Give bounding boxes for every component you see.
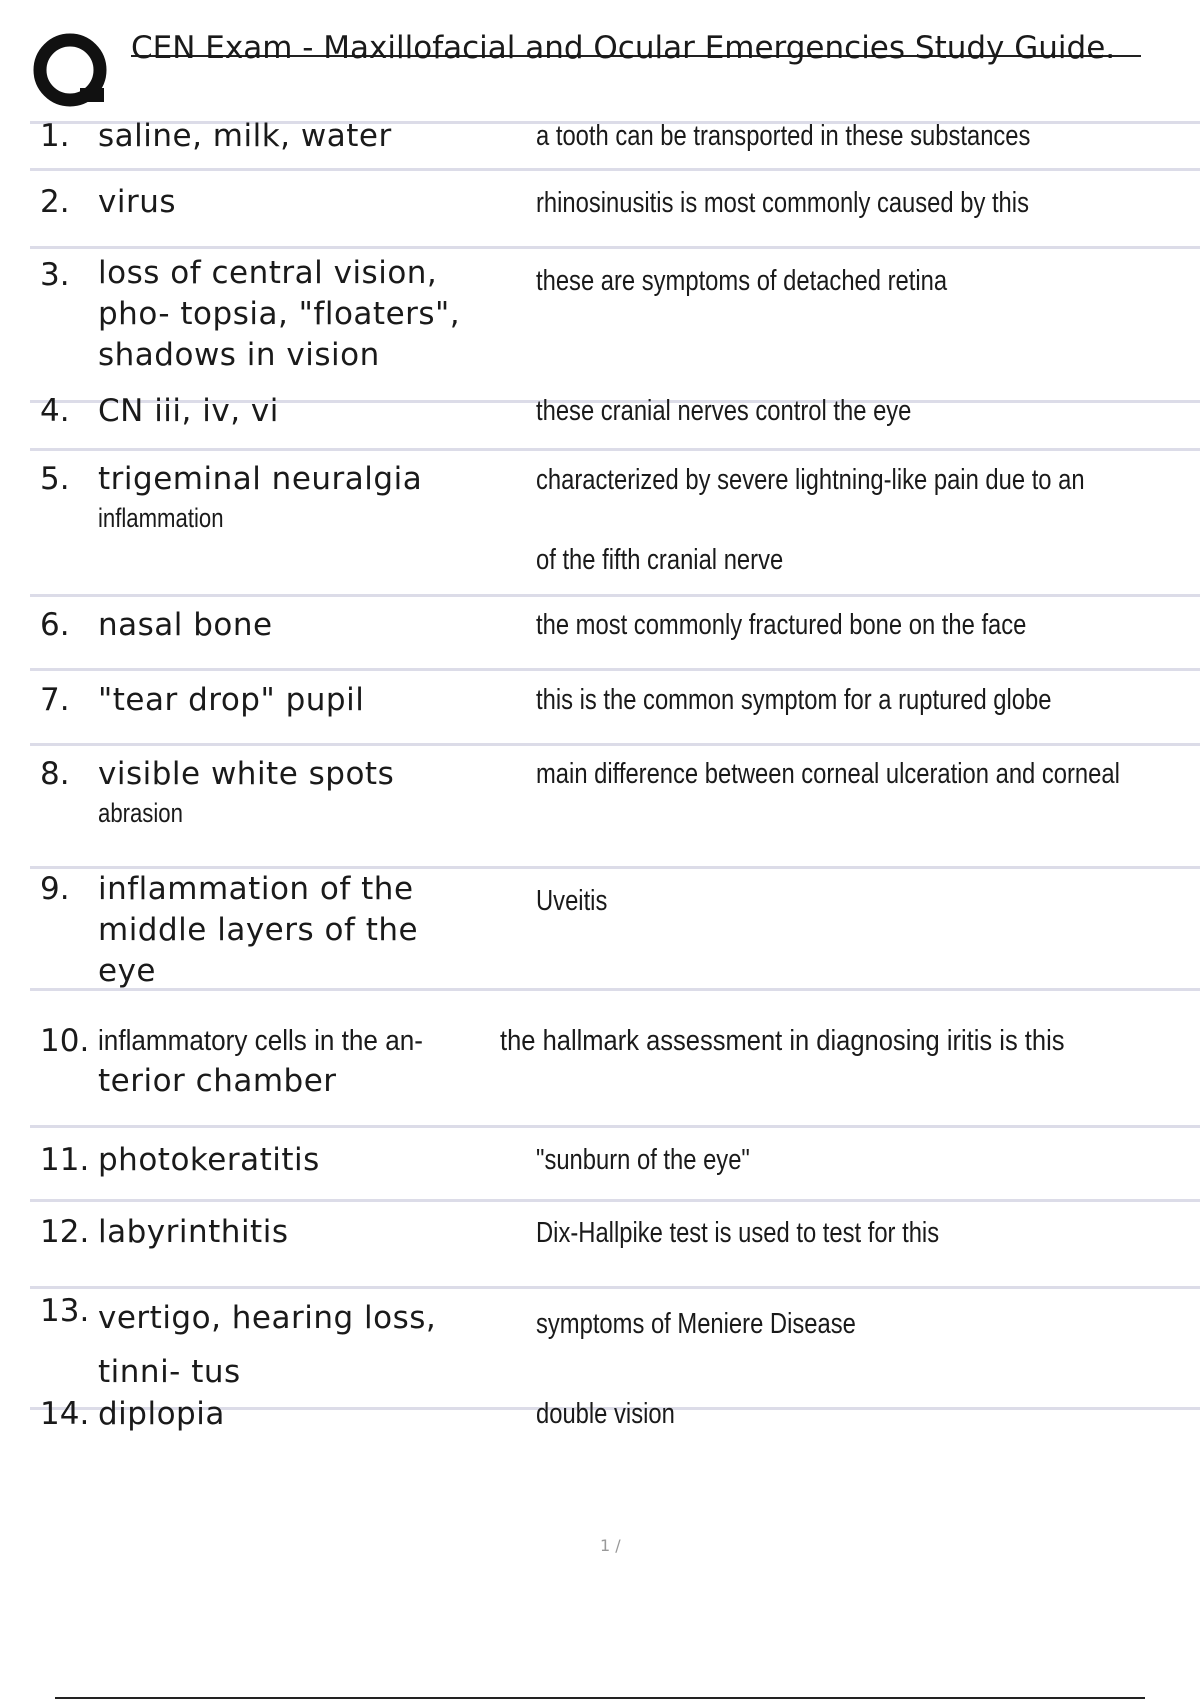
table-row — [30, 1289, 1200, 1410]
row-definition: a tooth can be transported in these substances — [536, 120, 1031, 152]
page-title: CEN Exam - Maxillofacial and Ocular Emergencies Study Guide. — [131, 30, 1116, 66]
row-definition: Uveitis — [536, 885, 608, 917]
row-term: inflammation of the middle layers of the eye — [98, 871, 419, 989]
row-term: photokeratitis — [98, 1142, 320, 1178]
row-definition — [536, 462, 1085, 578]
row-definition: this is the common symptom for a ruptured globe — [536, 684, 1052, 716]
row-term-continued: abrasion — [98, 798, 183, 828]
table-row — [30, 249, 1200, 403]
row-term — [98, 459, 508, 536]
row-number: 7. — [40, 682, 70, 718]
row-definition: the hallmark assessment in diagnosing iritis is this — [500, 1025, 1065, 1057]
table-row — [30, 1202, 1200, 1289]
table-row — [30, 1396, 1200, 1446]
row-definition: double vision — [536, 1398, 675, 1430]
quizlet-logo-icon — [32, 30, 112, 110]
row-number: 5. — [40, 461, 70, 497]
table-row — [30, 118, 1200, 171]
row-term: nasal bone — [98, 607, 273, 643]
flashcard-table — [30, 118, 1200, 1446]
table-row — [30, 671, 1200, 746]
row-term: labyrinthitis — [98, 1214, 289, 1250]
row-term-continued: terior chamber — [98, 1063, 337, 1099]
row-number: 12. — [40, 1214, 90, 1250]
table-row — [30, 597, 1200, 671]
row-term: loss of central vision, pho- topsia, "floaters", shadows in vision — [98, 255, 461, 373]
table-row — [30, 393, 1200, 451]
row-term-main: inflammatory cells in the an- — [98, 1025, 423, 1057]
row-term: vertigo, hearing loss, tinni- tus — [98, 1300, 437, 1390]
row-number: 11. — [40, 1142, 90, 1178]
table-row — [30, 746, 1200, 869]
row-term: diplopia — [98, 1396, 225, 1432]
row-number: 9. — [40, 871, 70, 907]
row-number: 1. — [40, 118, 70, 154]
table-row — [30, 451, 1200, 597]
footer-rule — [55, 1697, 1145, 1699]
row-definition: symptoms of Meniere Disease — [536, 1308, 856, 1340]
row-definition: the most commonly fractured bone on the face — [536, 609, 1027, 641]
row-term-continued: inflammation — [98, 503, 224, 533]
row-term: CN iii, iv, vi — [98, 393, 279, 429]
row-definition: Dix-Hallpike test is used to test for this — [536, 1217, 940, 1249]
row-definition: "sunburn of the eye" — [536, 1144, 750, 1176]
row-number: 2. — [40, 184, 70, 220]
row-term-main: trigeminal neuralgia — [98, 461, 423, 497]
row-term: saline, milk, water — [98, 118, 392, 154]
row-number: 14. — [40, 1396, 90, 1432]
row-term — [98, 754, 508, 831]
row-number: 8. — [40, 756, 70, 792]
row-number: 4. — [40, 393, 70, 429]
table-row — [30, 869, 1200, 991]
row-term: virus — [98, 184, 177, 220]
row-number: 6. — [40, 607, 70, 643]
row-term: "tear drop" pupil — [98, 682, 365, 718]
row-definition-line1: characterized by severe lightning-like pain due to an — [536, 464, 1085, 496]
table-row — [30, 171, 1200, 249]
row-definition: these are symptoms of detached retina — [536, 265, 948, 297]
table-row — [30, 991, 1200, 1128]
row-term — [98, 1021, 548, 1102]
row-definition: main difference between corneal ulceration and corneal — [536, 758, 1120, 790]
row-definition: these cranial nerves control the eye — [536, 395, 912, 427]
table-row — [30, 1128, 1200, 1202]
row-term-main: visible white spots — [98, 756, 395, 792]
row-number: 10. — [40, 1023, 90, 1059]
row-definition-line2: of the fifth cranial nerve — [536, 544, 784, 576]
row-number: 3. — [40, 257, 70, 293]
row-definition: rhinosinusitis is most commonly caused by this — [536, 187, 1029, 219]
row-number: 13. — [40, 1293, 90, 1329]
page-number: 1 / — [600, 1536, 621, 1555]
